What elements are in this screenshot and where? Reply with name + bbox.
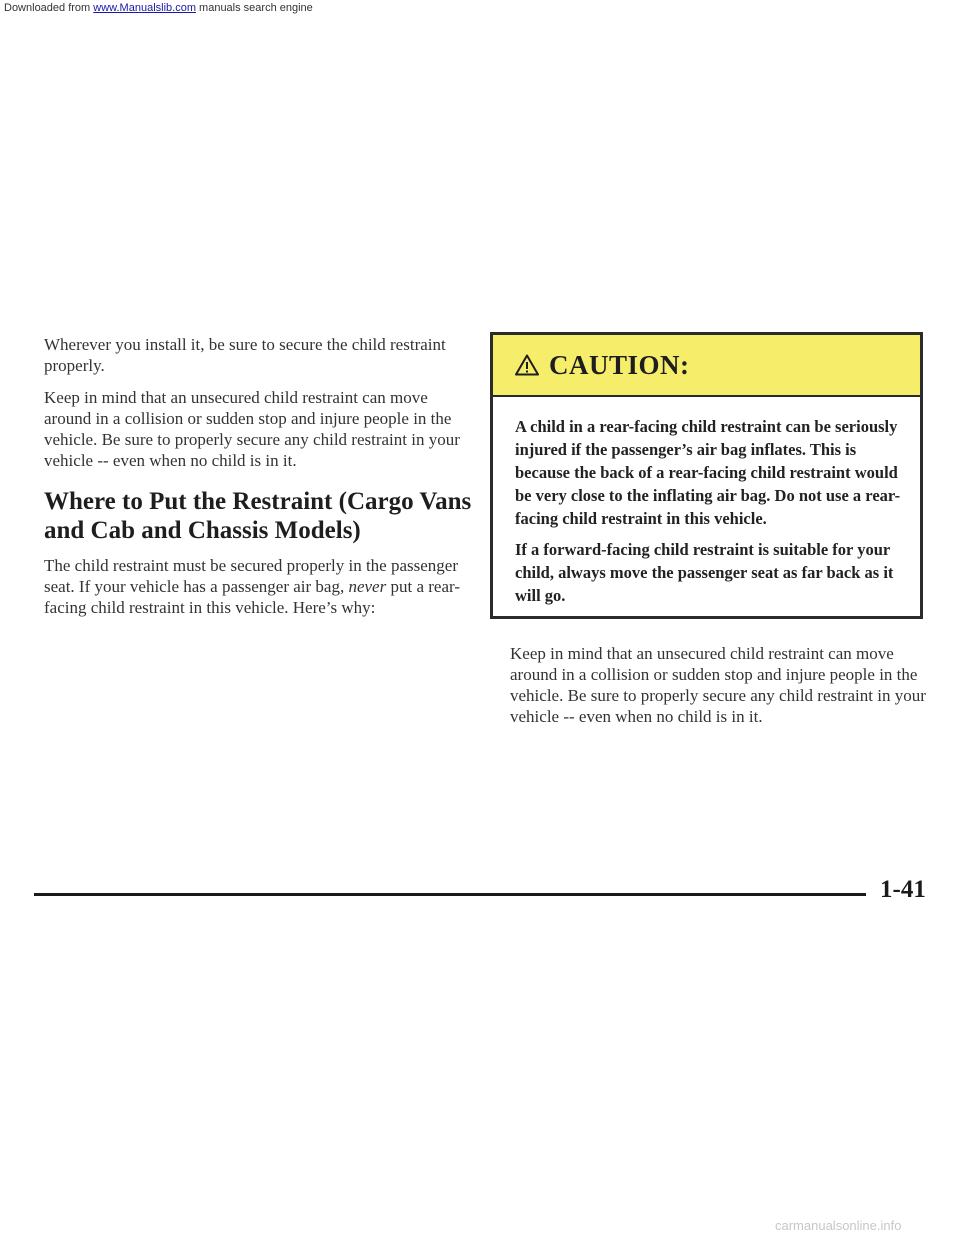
left-column (44, 334, 474, 629)
download-banner (4, 2, 313, 14)
paragraph-passenger-seat-end: put a rear-facing child restraint in this vehicle. Here’s why: (44, 577, 460, 617)
manualslib-link[interactable]: www.Manualslib.com (93, 2, 196, 14)
paragraph-passenger-seat (44, 555, 474, 618)
caution-body (493, 397, 920, 607)
caution-paragraph-forward-facing: If a forward-facing child restraint is suitable for your child, always move the passenger seat as far back as it will go. (515, 540, 894, 605)
watermark: carmanualsonline.info (775, 1218, 902, 1233)
section-heading: Where to Put the Restraint (Cargo Vans and Cab and Chassis Models) (44, 488, 472, 544)
caution-header (493, 335, 920, 397)
paragraph-unsecured-restraint-repeat: Keep in mind that an unsecured child restraint can move around in a collision or sudden stop and injure people in the vehicle. Be sure to properly secure any child restraint in your vehicle -- even when no child is in it. (510, 644, 926, 726)
banner-prefix: Downloaded from (4, 2, 94, 14)
paragraph-secure-restraint: Wherever you install it, be sure to secure the child restraint properly. (44, 335, 446, 375)
warning-triangle-icon (515, 354, 539, 376)
paragraph-unsecured-restraint: Keep in mind that an unsecured child restraint can move around in a collision or sudden stop and injure people in the vehicle. Be sure to properly secure any child restraint in your vehicle -- even when no child is in it. (44, 388, 460, 470)
caution-box (490, 332, 923, 619)
page-number: 1-41 (880, 876, 926, 903)
caution-paragraph-rear-facing: A child in a rear-facing child restraint can be seriously injured if the passenger’s air bag inflates. This is because the back of a rear-facing child restraint would be very close to the inflating air bag. Do not use a rear-facing child restraint in this vehicle. (515, 417, 901, 528)
right-column (510, 643, 930, 738)
emphasis-never: never (348, 577, 387, 596)
caution-title: CAUTION: (549, 349, 690, 380)
banner-suffix: manuals search engine (195, 2, 313, 14)
footer-rule (34, 893, 866, 896)
paragraph-passenger-seat-start: The child restraint must be secured properly in the passenger seat. If your vehicle has a passenger air bag, (44, 556, 459, 596)
